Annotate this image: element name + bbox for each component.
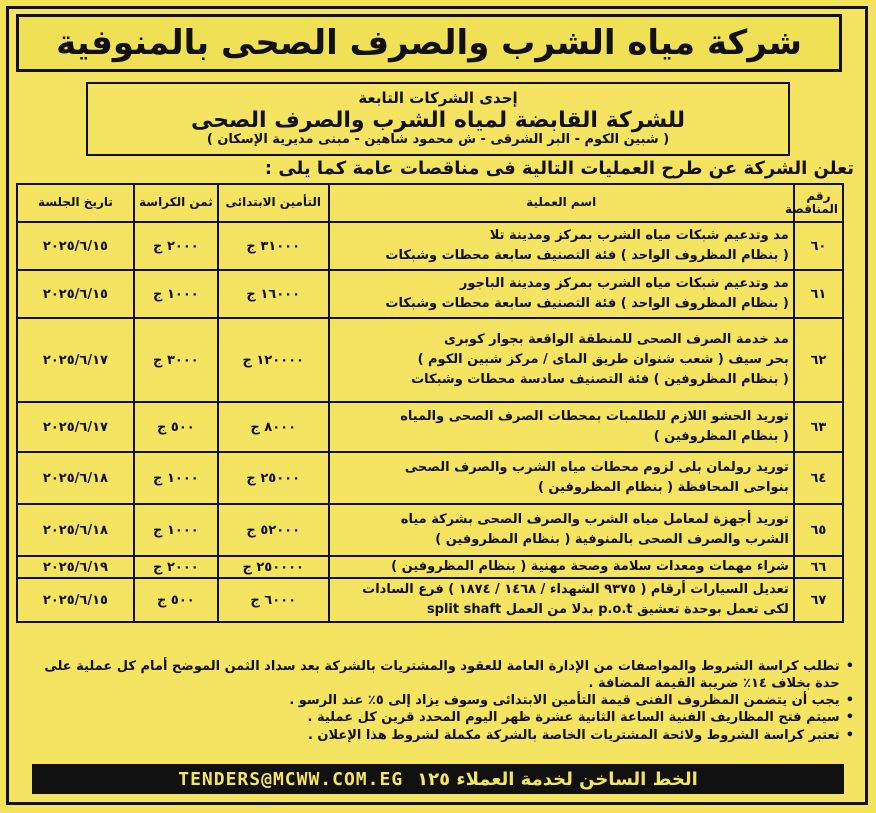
operation-name (329, 504, 794, 556)
note-text: تطلب كراسة الشروط والمواصفات من الإدارة العامة للعقود والمشتريات بالشركة بعد سداد الثمن الموضح أمام كل عملية على حدة بخلاف ١٤٪ ضريبة القيمة المضافة . (44, 659, 840, 692)
tender-number: ٦٣ (794, 402, 843, 452)
session-date: ٢٠٢٥/٦/١٩ (17, 556, 134, 578)
address-line: ( شبين الكوم - البر الشرقى - ش محمود شاهين - مبنى مديرية الإسكان ) (206, 131, 670, 147)
insurance-value: ٨٠٠٠ ج (218, 402, 329, 452)
affiliate-line: إحدى الشركات التابعة (358, 89, 518, 108)
session-date: ٢٠٢٥/٦/١٥ (17, 222, 134, 270)
header-name: اسم العملية (329, 184, 794, 222)
note-text: سيتم فتح المظاريف الفنية الساعة الثانية عشرة ظهر اليوم المحدد قرين كل عملية . (307, 710, 840, 726)
operation-name-line: توريد أجهزة لمعامل مياه الشرب والصرف الصحى بشركة مياه (400, 511, 789, 527)
hotline-banner (32, 764, 844, 794)
operation-name (329, 222, 794, 270)
operation-name (329, 270, 794, 318)
table-row (17, 270, 843, 318)
tender-number: ٦١ (794, 270, 843, 318)
note-item (34, 709, 854, 726)
tender-number: ٦٠ (794, 222, 843, 270)
session-date: ٢٠٢٥/٦/١٨ (17, 504, 134, 556)
insurance-value: ١٦٠٠٠ ج (218, 270, 329, 318)
operation-name-line: تعديل السيارات أرقام ( ٩٣٧٥ الشهداء / ١٤٦٨ / ١٨٧٤ ) فرع السادات (362, 582, 789, 597)
header-number: رقم المناقصة (794, 184, 843, 222)
operation-name (329, 402, 794, 452)
tender-number: ٦٧ (794, 578, 843, 622)
insurance-value: ٢٥٠٠٠ ج (218, 452, 329, 504)
header-booklet-price: ثمن الكراسة (134, 184, 218, 222)
operation-name-line: مد وتدعيم شبكات مياه الشرب بمركز ومدينة الباجور (459, 275, 789, 291)
notes-list (34, 658, 854, 744)
booklet-price: ١٠٠٠ ج (134, 270, 218, 318)
table-row (17, 222, 843, 270)
note-text: يجب أن يتضمن المظروف الفنى قيمة التأمين الابتدائى وسوف يزاد إلى ٥٪ عند الرسو . (289, 693, 840, 709)
session-date: ٢٠٢٥/٦/١٧ (17, 402, 134, 452)
operation-name-line: بنواحى المحافظة ( بنظام المظروفين ) (537, 480, 789, 495)
booklet-price: ٢٠٠٠ ج (134, 222, 218, 270)
operation-name-line: مد خدمة الصرف الصحى للمنطقة الواقعة بجوار كوبرى (444, 331, 789, 347)
operation-name-line: توريد الحشو اللازم للطلمبات بمحطات الصرف الصحى والمياه (400, 408, 789, 424)
booklet-price: ٢٠٠٠ ج (134, 556, 218, 578)
tenders-email[interactable]: TENDERS@MCWW.COM.EG (178, 768, 404, 790)
operation-name (329, 318, 794, 402)
operation-name-line: ( بنظام المظروفين ) (653, 429, 789, 444)
table-row (17, 578, 843, 622)
operation-name-line: لكى تعمل بوحدة تعشيق p.o.t بدلا من العمل split shaft (426, 602, 789, 618)
note-item (34, 658, 854, 692)
session-date: ٢٠٢٥/٦/١٨ (17, 452, 134, 504)
operation-name (329, 452, 794, 504)
operation-name-line: ( بنظام المظروف الواحد ) فئة التصنيف سابعة محطات وشبكات (385, 248, 789, 263)
header-insurance: التأمين الابتدائى (218, 184, 329, 222)
table-header-row (17, 184, 843, 222)
bullet-icon: • (845, 710, 854, 726)
bullet-icon: • (845, 727, 854, 743)
booklet-price: ١٠٠٠ ج (134, 504, 218, 556)
bullet-icon: • (845, 693, 854, 709)
table-row (17, 504, 843, 556)
operation-name (329, 578, 794, 622)
session-date: ٢٠٢٥/٦/١٥ (17, 578, 134, 622)
booklet-price: ٥٠٠ ج (134, 578, 218, 622)
bullet-icon: • (845, 659, 854, 674)
header-session-date: تاريخ الجلسة (17, 184, 134, 222)
tenders-table (16, 183, 844, 623)
insurance-value: ٢٥٠٠٠٠ ج (218, 556, 329, 578)
table-row (17, 452, 843, 504)
insurance-value: ٦٠٠٠ ج (218, 578, 329, 622)
tender-number: ٦٢ (794, 318, 843, 402)
operation-name (329, 556, 794, 578)
announcement-text: تعلن الشركة عن طرح العمليات التالية فى مناقصات عامة كما يلى : (264, 158, 854, 179)
tender-number: ٦٤ (794, 452, 843, 504)
table-row (17, 402, 843, 452)
booklet-price: ١٠٠٠ ج (134, 452, 218, 504)
operation-name-line: ( بنظام المظروفين ) فئة التصنيف سادسة محطات وشبكات (411, 372, 789, 388)
session-date: ٢٠٢٥/٦/١٥ (17, 270, 134, 318)
insurance-value: ٣١٠٠٠ ج (218, 222, 329, 270)
operation-name-line: بحر سيف ( شعب شنوان طريق الماى / مركز شبين الكوم ) (417, 351, 789, 367)
table-row (17, 318, 843, 402)
table-row (17, 556, 843, 578)
hotline-label: الخط الساخن لخدمة العملاء ١٢٥ (417, 768, 698, 790)
holding-company-line: للشركة القابضة لمياه الشرب والصرف الصحى (190, 107, 686, 133)
tender-number: ٦٥ (794, 504, 843, 556)
operation-name-line: ( بنظام المظروف الواحد ) فئة التصنيف سابعة محطات وشبكات (385, 296, 789, 311)
operation-name-line: الشرب والصرف الصحى بالمنوفية ( بنظام المظروفين ) (435, 532, 789, 547)
booklet-price: ٣٠٠٠ ج (134, 318, 218, 402)
session-date: ٢٠٢٥/٦/١٧ (17, 318, 134, 402)
note-text: تعتبر كراسة الشروط ولائحة المشتريات الخاصة بالشركة مكملة لشروط هذا الإعلان . (307, 727, 840, 743)
insurance-value: ٥٢٠٠٠ ج (218, 504, 329, 556)
company-title: شركة مياه الشرب والصرف الصحى بالمنوفية (16, 14, 842, 72)
insurance-value: ١٢٠٠٠٠ ج (218, 318, 329, 402)
affiliation-box (86, 82, 790, 156)
operation-name-line: توريد رولمان بلى لزوم محطات مياه الشرب والصرف الصحى (404, 459, 789, 475)
booklet-price: ٥٠٠ ج (134, 402, 218, 452)
note-item (34, 692, 854, 709)
note-item (34, 727, 854, 744)
tender-number: ٦٦ (794, 556, 843, 578)
operation-name-line: شراء مهمات ومعدات سلامة وصحة مهنية ( بنظام المظروفين ) (391, 559, 789, 574)
operation-name-line: مد وتدعيم شبكات مياه الشرب بمركز ومدينة تلا (489, 227, 789, 243)
